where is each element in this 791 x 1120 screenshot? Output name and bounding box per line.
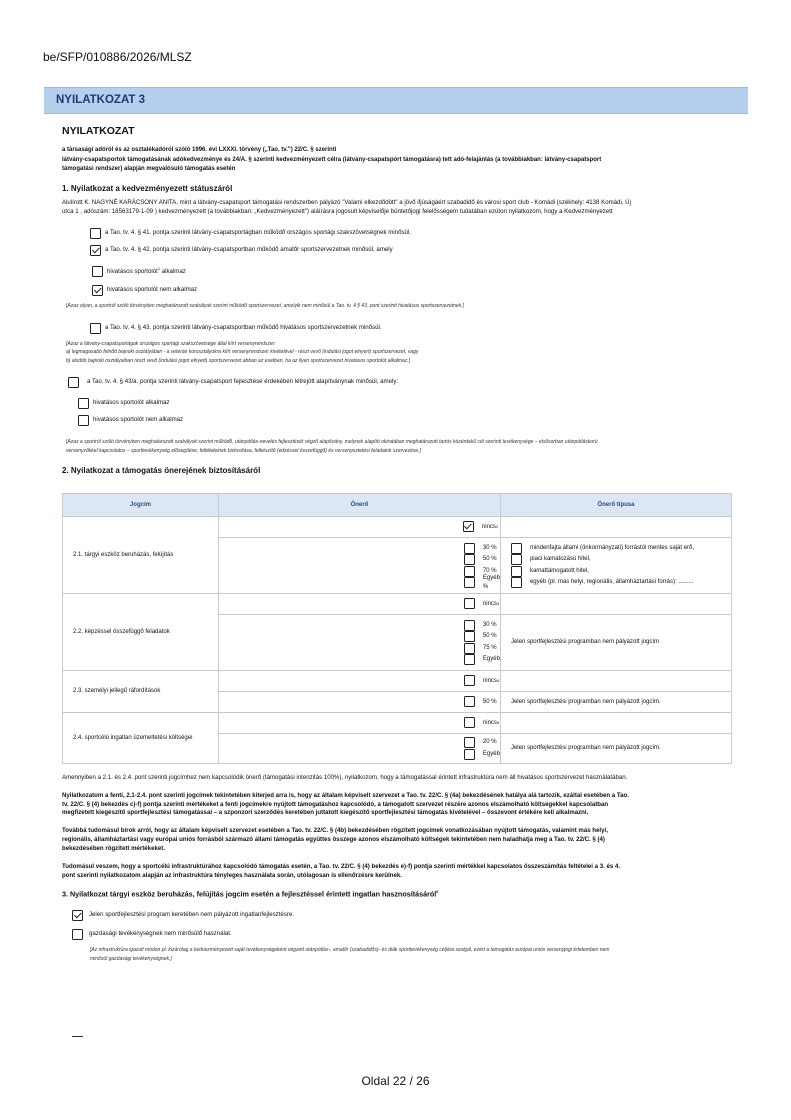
- checkbox[interactable]: [78, 398, 89, 409]
- declaration-title: NYILATKOZAT: [62, 125, 135, 137]
- percent-options: 30 % 50 % 70 % Egyéb %: [218, 537, 500, 593]
- checkbox[interactable]: [511, 554, 522, 565]
- intro-line: utca 1 , adószám: 18563179-1-09 ) kedvezményezett (a továbbiakban: „Kedvezményezett") aláírásra jogosult képviselője büntetőjogi felelősségem tudatában ezúton nyilatkozom, hogy a Kedvezményezett: [62, 207, 613, 215]
- property-option-non-economic[interactable]: [72, 929, 732, 940]
- note-professional: [Azaz a látvány-csapatsportágak országos sportági szakszövetsége által kiírt versenyrendszer: a) legmagasabb felnőtt bajnoki osztályában - a veterán korosztályokra kiírt versenyrendszer kivételével - részt vevő (indulási jogot elnyert) sportszervezet, vagy b) alsóbb bajnoki osztályaiban részt vevő (indulási jogot elnyert) sportszervezet abban az esetben, ha az ilyen sportszervezet hivatásos sportolót alkalmaz.]: [66, 340, 419, 364]
- checkbox[interactable]: [68, 377, 79, 388]
- page-number: Oldal 22 / 26: [361, 1074, 430, 1088]
- table-header-row: [63, 493, 732, 516]
- nincs-cell: nincs 5: [218, 712, 500, 733]
- intro-line: Alulírott K. NAGYNÉ KARÁCSONY ANITA, mint a látvány-csapatsport támogatási rendszerben pályázó "Valami elkezdődött" a jövő ifjúságáért szabadidő és városi sport club - Komádi (székhely: 4138 Komádi, Új: [62, 198, 631, 206]
- checkbox[interactable]: [464, 717, 475, 728]
- note-foundation: [Azaz a sportról szóló törvényben meghatározott szabályok szerint működő, utánpótlás-nevelés fejlesztését végző alapítvány, melynek alapító okiratában meghatározott tartós közérdekű cél szerinti tevékenysége – elsősorban utánpótláskorú versenyzőkkel kapcsolatos – sportlevékenység elősegítése, feltételeinek biztosítása, felkészítő (edzéssel összefüggő) és versenyeztetési feladatok szervezése.]: [66, 439, 598, 454]
- row-label: 2.4. sportcélú ingatlan üzemeltetési költségei: [63, 712, 219, 763]
- checkbox[interactable]: [90, 228, 101, 239]
- note-infrastructure: [Az infrastruktúra igazolt módon pl. kizárólag a kedvezményezett saját tevékenységeként végzett utánpótlás-, amatőr (szabadidős)- és diák sporttevékenység céljára szolgál, ezért a támogatás európai uniós versenyjogi értelemben nem minősül gazdasági tevékenységnek.]: [90, 947, 610, 962]
- table-row: [63, 670, 732, 691]
- option-label: a Tao. tv. 4. § 43/a. pontja szerinti látvány-csapatsport fejlesztése érdekében létrejött alapítványnak minősül, amely:: [87, 378, 399, 386]
- checkbox[interactable]: [464, 654, 475, 665]
- declaration-subtitle: [62, 146, 732, 174]
- amateur-employs-pro[interactable]: [92, 266, 732, 277]
- checkbox[interactable]: [511, 566, 522, 577]
- property-option-not-applied[interactable]: [72, 910, 732, 921]
- option-label: a Tao. tv. 4. § 42. pontja szerinti látvány-csapatsportban működő amatőr sportszervezetnek minősül, amely: [105, 246, 393, 254]
- row-label: 2.1. tárgyi eszköz beruházás, felújítás: [63, 516, 219, 593]
- status-option-amateur[interactable]: [90, 245, 732, 256]
- checkbox[interactable]: [464, 554, 475, 565]
- empty-cell: [500, 670, 731, 691]
- option-label: hivatásos sportolót nem alkalmaz: [93, 416, 184, 424]
- empty-cell: [500, 593, 731, 614]
- nincs-cell: nincs 4: [218, 670, 500, 691]
- col-header-onero-tipusa: Önerő típusa: [500, 493, 731, 516]
- checkbox-checked[interactable]: [72, 910, 83, 921]
- subtitle-line: a társasági adóról és az osztalékadóról szóló 1996. évi LXXXI. törvény („Tao. tv.") 22/C. § szerinti: [62, 147, 337, 154]
- document-reference: be/SFP/010886/2026/MLSZ: [43, 50, 192, 64]
- section-3-title: 3. Nyilatkozat tárgyi eszköz beruházás, felújítás jogcím esetén a fejlesztéssel érintett ingatlan hasznosításáról$^6$: [62, 889, 439, 899]
- status-option-federation[interactable]: [90, 228, 732, 239]
- checkbox[interactable]: [464, 675, 475, 686]
- type-text: Jelen sportfejlesztési programban nem pályázott jogcím: [500, 614, 731, 670]
- checkbox-checked[interactable]: [463, 521, 474, 532]
- table-row: [63, 593, 732, 614]
- statement-paragraph-1: Nyilatkozatom a fenti, 2.1-2.4. pont szerinti jogcímek tekintetében kiterjed arra is, hogy az általam képviselt szervezet a Tao. tv. 22/C. § (4a) bekezdésének hatálya alá tartozik, ezáltal esetében a Tao. tv. 22/C. § (4) bekezdés c)-f) pontja szerinti mértékeket a fenti jogcímekre nyújtott támogatáshoz kapcsolódó, a támogatott szervezet részére azonos elszámolható költségekkel kapcsolatban megfizetett kiegészítő sportfejlesztési támogatással – a szponzori szerződés keretében juttatott kiegészítő sportfejlesztési támogatás kivételével – összevont értékére kell alkalmazni.: [62, 791, 629, 817]
- section-2-title: 2. Nyilatkozat a támogatás önerejének biztosításáról: [62, 466, 261, 476]
- subtitle-line: támogatási rendszer) alapján megvalósuló támogatás esetén: [62, 165, 236, 172]
- checkbox[interactable]: [464, 631, 475, 642]
- subtitle-line: látvány-csapatsportok támogatásának adókedvezménye és 24/A. § szerinti kedvezményezett célra (látvány-csapatsport támogatásra) tett adó-felajánlás (a továbbiakban: látvány-csapatsport: [62, 156, 602, 163]
- option-label: Jelen sportfejlesztési program keretében nem pályázott ingatlanfejlesztésre.: [89, 911, 294, 919]
- row-label: 2.3. személyi jellegű ráfordítások: [63, 670, 219, 712]
- option-label: gazdasági tevékenységnek nem minősülő használat.: [89, 930, 232, 938]
- intensity-note: Amennyiben a 2.1. és 2.4. pont szerinti jogcímhez nem kapcsolódik önerő (támogatási intenzitás 100%), nyilatkozom, hogy a támogatással érintett infrastruktúra nem áll hivatásos sportszervezet használatában.: [62, 773, 628, 781]
- checkbox[interactable]: [92, 266, 103, 277]
- checkbox[interactable]: [464, 543, 475, 554]
- percent-options: 30 % 50 % 75 % Egyéb: [218, 614, 500, 670]
- status-option-foundation[interactable]: [68, 377, 732, 388]
- section-1-intro: [62, 199, 732, 217]
- option-label: a Tao. tv. 4. § 43. pontja szerinti látvány-csapatsportban működő hivatásos sportszervezetnek minősül.: [105, 323, 382, 331]
- statement-paragraph-3: Tudomásul veszem, hogy a sportcélú infrastruktúrához kapcsolódó támogatás esetén, a Tao. tv. 22/C. § (4) bekezdés e)-f) pontja szerinti mértékkel kapcsolatos összeszámítás feltételei a 3. és 4. pont szerinti nyilatkozatom alapján az infrastruktúra tényleges használata során, utólagosan is ellenőrzésre kerülnek.: [62, 862, 621, 879]
- section-header-bar: [44, 87, 748, 114]
- checkbox-checked[interactable]: [92, 285, 103, 296]
- type-options: mindenfajta állami (önkormányzati) forrástól mentes saját erő, piaci kamatozású hitel, kamattámogatott hitel, egyéb (pl. más helyi, regionális, államháztartási forrás): .........: [500, 537, 731, 593]
- table-row: [63, 712, 732, 733]
- checkbox[interactable]: [464, 566, 475, 577]
- section-title: NYILATKOZAT 3: [56, 94, 146, 106]
- statement-paragraph-2: Továbbá tudomásul bírok arról, hogy az általam képviselt szervezet esetében a Tao. tv. 22/C. § (4b) bekezdésében rögzített jogcímek vonatkozásában nyújtott támogatás, valamint más helyi, regionális, államháztartási vagy európai uniós forrásból származó állami támogatás együttes összege azonos elszámolható költségek tekintetében nem haladhatja meg a Tao. tv. 22/C. § (4) bekezdésében rögzített mértékeket.: [62, 827, 608, 852]
- percent-options: 50 %: [218, 691, 500, 712]
- checkbox[interactable]: [464, 696, 475, 707]
- self-contribution-table: [62, 493, 732, 764]
- checkbox[interactable]: [72, 929, 83, 940]
- option-label: a Tao. tv. 4. § 41. pontja szerinti látvány-csapatsportágban működő országos sportági szakszövetségnek minősül.: [105, 229, 411, 237]
- declaration-body: [62, 124, 732, 971]
- type-text: Jelen sportfejlesztési programban nem pályázott jogcím.: [500, 733, 731, 763]
- empty-cell: [500, 712, 731, 733]
- checkbox[interactable]: [90, 323, 101, 334]
- type-text: Jelen sportfejlesztési programban nem pályázott jogcím.: [500, 691, 731, 712]
- checkbox[interactable]: [464, 598, 475, 609]
- nincs-cell: nincs 2: [218, 516, 500, 537]
- table-row: [63, 516, 732, 537]
- checkbox[interactable]: [511, 577, 522, 588]
- foundation-no-pro[interactable]: [78, 415, 732, 426]
- empty-cell: [500, 516, 731, 537]
- checkbox-checked[interactable]: [90, 245, 101, 256]
- checkbox[interactable]: [464, 643, 475, 654]
- checkbox[interactable]: [511, 543, 522, 554]
- checkbox[interactable]: [464, 737, 475, 748]
- percent-options: 20 % Egyéb: [218, 733, 500, 763]
- col-header-jogcim: Jogcím: [63, 493, 219, 516]
- option-label: hivatásos sportolót$^1$ alkalmaz: [107, 266, 186, 276]
- amateur-no-pro[interactable]: [92, 285, 732, 296]
- checkbox[interactable]: [464, 749, 475, 760]
- foundation-employs-pro[interactable]: [78, 398, 732, 409]
- checkbox[interactable]: [464, 577, 475, 588]
- option-label: hivatásos sportolót nem alkalmaz: [107, 286, 198, 294]
- footnote-separator: [72, 1036, 83, 1037]
- status-option-professional[interactable]: [90, 323, 732, 334]
- option-label: hivatásos sportolót alkalmaz: [93, 399, 170, 407]
- checkbox[interactable]: [78, 415, 89, 426]
- col-header-onero: Önerő: [218, 493, 500, 516]
- section-1-title: 1. Nyilatkozat a kedvezményezett státuszáról: [62, 184, 233, 194]
- note-amateur: [Azaz olyan, a sportról szóló törvényben meghatározott szabályok szerint működő sportszervezet, amelyik nem minősül a Tao. tv. 4.§ 43. pont szerinti hivatásos sportszervezetnek.]: [66, 303, 464, 310]
- checkbox[interactable]: [464, 620, 475, 631]
- nincs-cell: nincs 3: [218, 593, 500, 614]
- row-label: 2.2. képzéssel összefüggő feladatok: [63, 593, 219, 670]
